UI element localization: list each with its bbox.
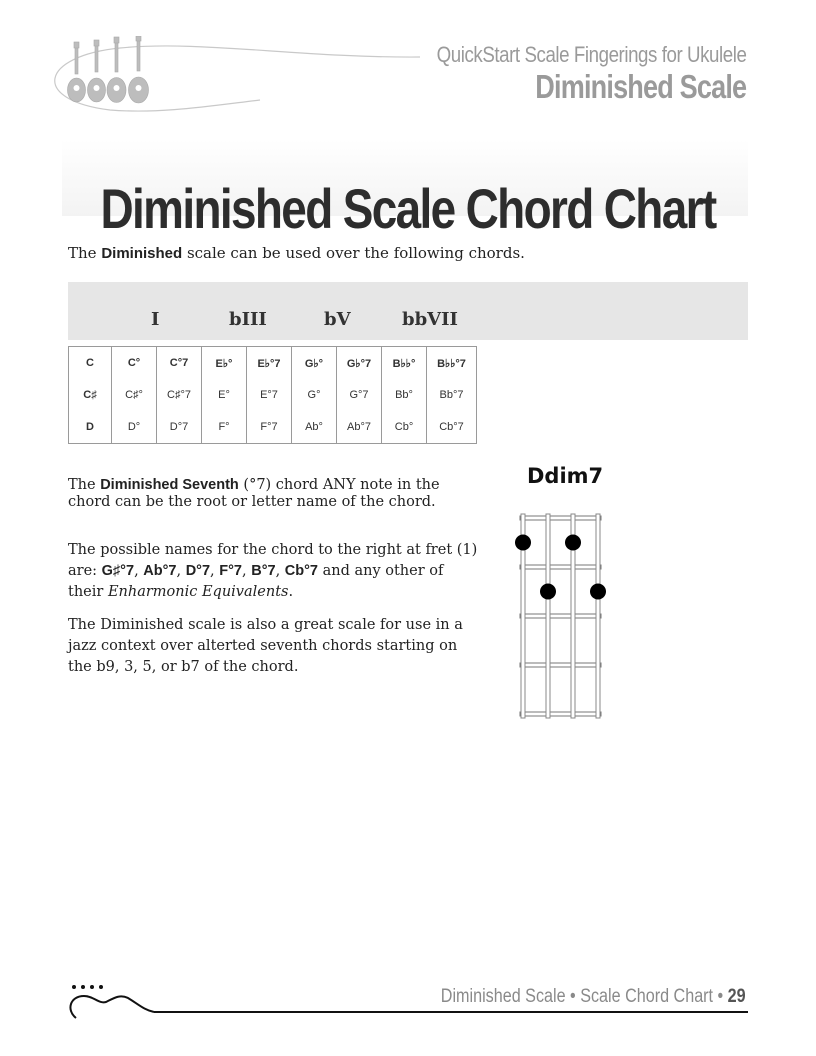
para2-italic: Enharmonic Equivalents <box>107 584 289 600</box>
table-cell: F° <box>202 411 247 444</box>
table-cell: G°7 <box>337 379 382 411</box>
intro-pre: The <box>68 244 102 262</box>
table-cell: C°7 <box>157 347 202 380</box>
para2-pre: The possible names for the chord to the right at fret (1) are: <box>68 542 478 579</box>
separator: , <box>210 563 220 579</box>
fret-bar <box>520 614 601 618</box>
intro-post: scale can be used over the following chords. <box>182 244 525 262</box>
table-row <box>69 379 477 411</box>
chord-diagram-name: Ddim7 <box>527 464 604 488</box>
section-title: Diminished Scale <box>535 68 746 105</box>
page-title: Diminished Scale Chord Chart <box>100 177 716 240</box>
separator: , <box>134 563 144 579</box>
table-cell: E°7 <box>247 379 292 411</box>
table-cell: C° <box>112 347 157 380</box>
paragraph-chord-names <box>68 540 478 603</box>
table-cell: C♯ <box>69 379 112 411</box>
chord-name-bold: D°7 <box>185 563 211 579</box>
string-line <box>546 514 550 718</box>
fret-bar <box>520 565 601 569</box>
table-cell: E♭° <box>202 347 247 380</box>
paragraph-diminished-seventh <box>68 477 478 511</box>
degree-label: bV <box>324 309 351 330</box>
fret-bar <box>520 712 601 716</box>
table-cell: B♭♭°7 <box>427 347 477 380</box>
string-line <box>596 514 600 718</box>
separator: , <box>275 563 285 579</box>
table-cell: Cb°7 <box>427 411 477 444</box>
table-cell: G♭° <box>292 347 337 380</box>
intro-bold: Diminished <box>101 245 183 262</box>
fret-bar <box>520 663 601 667</box>
chord-name-bold: F°7 <box>219 563 242 579</box>
finger-dot <box>515 535 531 551</box>
chord-name-bold: Ab°7 <box>143 563 177 579</box>
table-cell: F°7 <box>247 411 292 444</box>
table-cell: Ab°7 <box>337 411 382 444</box>
chord-name-bold: B°7 <box>251 563 276 579</box>
table-cell: B♭♭° <box>382 347 427 380</box>
separator: , <box>176 563 186 579</box>
chord-name-bold: G♯°7 <box>101 563 135 579</box>
table-cell: C♯°7 <box>157 379 202 411</box>
finger-dot <box>590 584 606 600</box>
table-cell: Ab° <box>292 411 337 444</box>
chord-name-bold: Cb°7 <box>284 563 318 579</box>
page-number: 29 <box>728 986 746 1007</box>
degree-label: I <box>151 309 160 330</box>
degree-label: bbVII <box>402 309 458 330</box>
footer-label: Diminished Scale • Scale Chord Chart • <box>441 986 724 1007</box>
table-cell: Cb° <box>382 411 427 444</box>
footer-text <box>441 986 746 1008</box>
book-title: QuickStart Scale Fingerings for Ukulele <box>436 42 746 67</box>
table-cell: G♭°7 <box>337 347 382 380</box>
degree-label: bIII <box>229 309 267 330</box>
table-row <box>69 411 477 444</box>
intro-text <box>68 244 525 262</box>
table-cell: D <box>69 411 112 444</box>
para1-post: (°7) chord ANY note in the chord can be the root or letter name of the chord. <box>68 477 440 510</box>
table-row <box>69 347 477 380</box>
paragraph-jazz-context: The Diminished scale is also a great scale for use in a jazz context over alterted seventh chords starting on the b9, 3, 5, or b7 of the chord. <box>68 617 463 675</box>
para2-mid: and any other of their <box>68 563 444 600</box>
finger-dot <box>565 535 581 551</box>
table-cell: G° <box>292 379 337 411</box>
table-cell: E° <box>202 379 247 411</box>
table-cell: E♭°7 <box>247 347 292 380</box>
table-cell: Bb° <box>382 379 427 411</box>
para1-pre: The <box>68 477 101 493</box>
table-cell: Bb°7 <box>427 379 477 411</box>
table-cell: C♯° <box>112 379 157 411</box>
table-cell: D°7 <box>157 411 202 444</box>
table-cell: C <box>69 347 112 380</box>
separator: , <box>242 563 252 579</box>
ukulele-logo-icon <box>62 36 162 106</box>
para2-end: . <box>288 584 294 600</box>
table-cell: D° <box>112 411 157 444</box>
para1-bold: Diminished Seventh <box>100 477 239 493</box>
chord-diagram-fretboard <box>510 510 610 725</box>
nut <box>520 516 601 520</box>
chord-table <box>68 346 477 444</box>
finger-dot <box>540 584 556 600</box>
